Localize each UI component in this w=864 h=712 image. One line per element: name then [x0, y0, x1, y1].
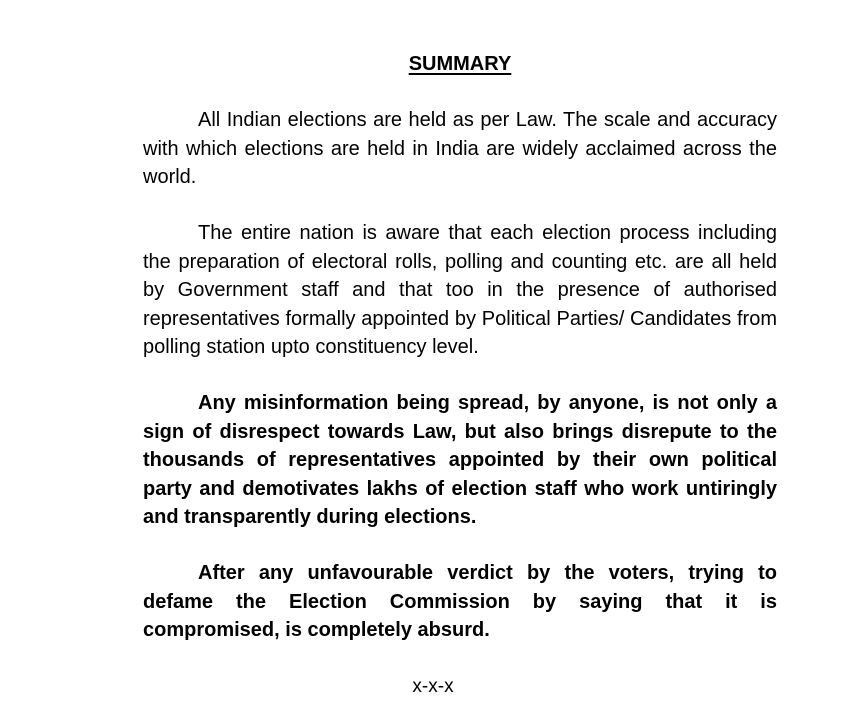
- paragraph-unfavourable-verdict: After any unfavourable verdict by the voters, trying to defame the Election Commission by saying that it is compromised, is completely absurd.: [143, 562, 777, 641]
- end-mark: x-x-x: [412, 676, 454, 697]
- document-title: SUMMARY: [408, 53, 512, 75]
- paragraph-election-process: The entire nation is aware that each election process including the preparation of electoral rolls, polling and counting etc. are all held by Government staff and that too in the presence of authorised representatives formally appointed by Political Parties/ Candidates from polling station upto constituency level.: [143, 222, 777, 358]
- paragraph-elections-as-per-law: All Indian elections are held as per Law. The scale and accuracy with which elections are held in India are widely acclaimed across the world.: [143, 109, 777, 188]
- paragraph-misinformation: Any misinformation being spread, by anyone, is not only a sign of disrespect towards Law, but also brings disrepute to the thousands of representatives appointed by their own political party and demotivates lakhs of election staff who work untiringly and transparently during elections.: [143, 392, 777, 528]
